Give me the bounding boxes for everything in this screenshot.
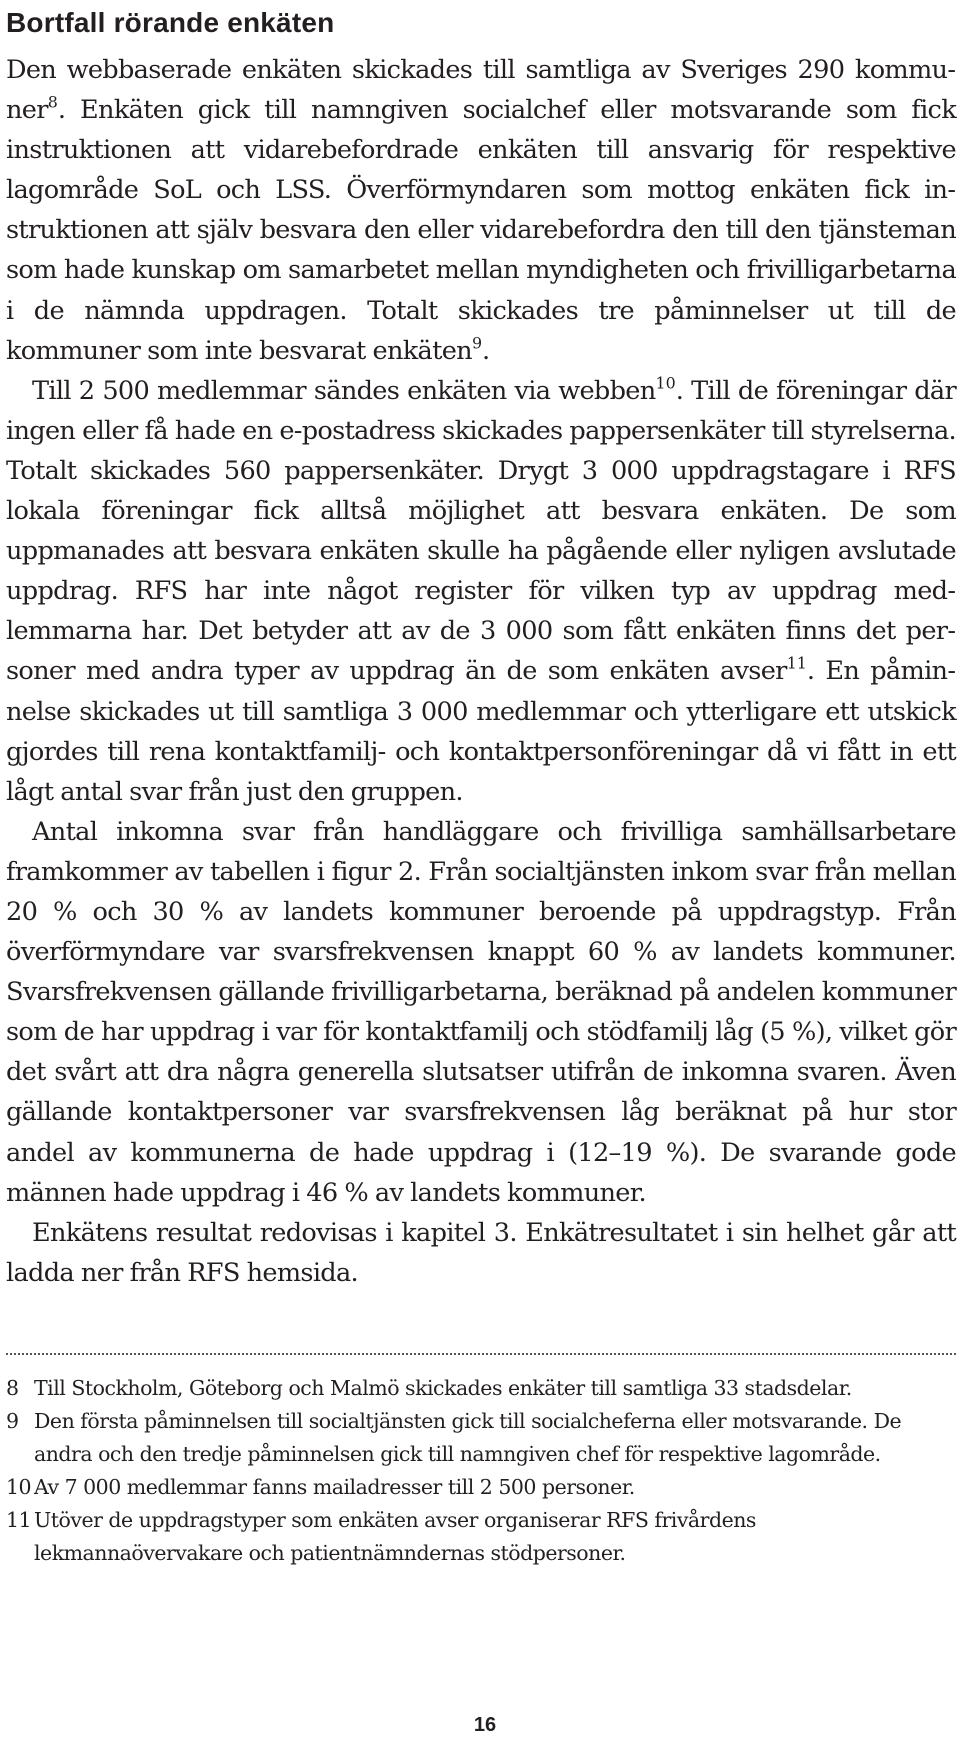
paragraph-1	[6, 50, 956, 371]
footnote-9	[6, 1405, 946, 1471]
footnote-separator	[6, 1353, 956, 1355]
paragraph-2	[6, 371, 956, 812]
text-run: Till 2 500 medlemmar sändes enkäten via webben	[32, 375, 656, 406]
text-run: . Till de föreningar där ingen eller få hade en e-postadress skickades pappersenkäter till styrelserna. Totalt skickades 560 pappersenkäter. Drygt 3 000 uppdragstagare i RFS lokala föreningar fick alltså möjlighet att besvara enkäten. De som uppmanades att besvara enkäten skulle ha pågående eller nyligen avslutade uppdrag. RFS har inte något register för vilken typ av uppdrag medlemmarna har. Det betyder att av de 3 000 som fått enkäten finns det personer med andra typer av uppdrag än de som enkäten avser	[6, 375, 957, 687]
footnote-number: 11	[6, 1508, 32, 1532]
section-heading: Bortfall rörande enkäten	[6, 7, 335, 38]
footnote-8	[6, 1372, 946, 1405]
footnotes	[6, 1372, 946, 1570]
document-page	[6, 0, 956, 1293]
footnote-ref-9[interactable]: 9	[471, 333, 483, 353]
text-run: . En påminnelse skickades ut till samtliga 3 000 medlemmar och ytterligare ett utskick gjordes till rena kontaktfamilj- och kontaktpersonföreningar då vi fått in ett lågt antal svar från just den gruppen.	[6, 656, 956, 807]
page-number: 16	[473, 1714, 497, 1736]
body-text	[6, 50, 956, 1293]
footnote-number: 10	[6, 1475, 32, 1499]
footnote-ref-11[interactable]: 11	[786, 654, 807, 674]
text-run: Antal inkomna svar från handläggare och frivilliga samhällsarbetare framkommer av tabellen i figur 2. Från socialtjänsten inkom svar från mellan 20 % och 30 % av landets kommuner beroende på uppdragstyp. Från överförmyndare var svarsfrekvensen knappt 60 % av landets kommuner. Svarsfrekvensen gällande frivilligarbetarna, beräknad på andelen kommuner som de har uppdrag i var för kontaktfamilj och stödfamilj låg (5 %), vilket gör det svårt att dra några generella slutsatser utifrån de inkomna svaren. Även gällande kontaktpersoner var svarsfrekvensen låg beräknat på hur stor andel av kommunerna de hade uppdrag i (12–19 %). De svarande gode männen hade uppdrag i 46 % av landets kommuner.	[6, 816, 956, 1208]
text-run: .	[482, 335, 490, 366]
text-run: Den webbaserade enkäten skickades till samtliga av Sveriges 290 kommuner	[6, 55, 956, 126]
footnote-text: Den första påminnelsen till socialtjänsten gick till socialcheferna eller motsvarande. De andra och den tredje påminnelsen gick till namngiven chef för respektive lagområde.	[34, 1409, 902, 1466]
footnote-text: Till Stockholm, Göteborg och Malmö skickades enkäter till samtliga 33 stadsdelar.	[34, 1376, 852, 1400]
footnote-ref-10[interactable]: 10	[655, 373, 676, 393]
footnote-number: 8	[6, 1376, 19, 1400]
footnote-text: Av 7 000 medlemmar fanns mailadresser till 2 500 personer.	[34, 1475, 635, 1499]
text-run: . Enkäten gick till namngiven socialchef eller motsvarande som fick instruktionen att vidarebefordrade enkäten till ansvarig för respektive lagområde SoL och LSS. Överförmyndaren som mottog enkäten fick instruktionen att själv besvara den eller vidarebefordra den till den tjänsteman som hade kunskap om samarbetet mellan myndigheten och frivilligarbetarna i de nämnda uppdragen. Totalt skickades tre påminnelser ut till de kommuner som inte besvarat enkäten	[6, 95, 956, 366]
footnote-number: 9	[6, 1409, 19, 1433]
paragraph-4	[6, 1213, 956, 1293]
paragraph-3	[6, 812, 956, 1213]
footnote-ref-8[interactable]: 8	[47, 92, 58, 112]
footnote-10	[6, 1471, 946, 1504]
footnote-text: Utöver de uppdragstyper som enkäten avser organiserar RFS frivårdens lekmannaövervakare och patientnämndernas stödpersoner.	[34, 1508, 756, 1565]
text-run: Enkätens resultat redovisas i kapitel 3. Enkätresultatet i sin helhet går att ladda ner från RFS hemsida.	[6, 1217, 956, 1288]
footnote-11	[6, 1504, 946, 1570]
